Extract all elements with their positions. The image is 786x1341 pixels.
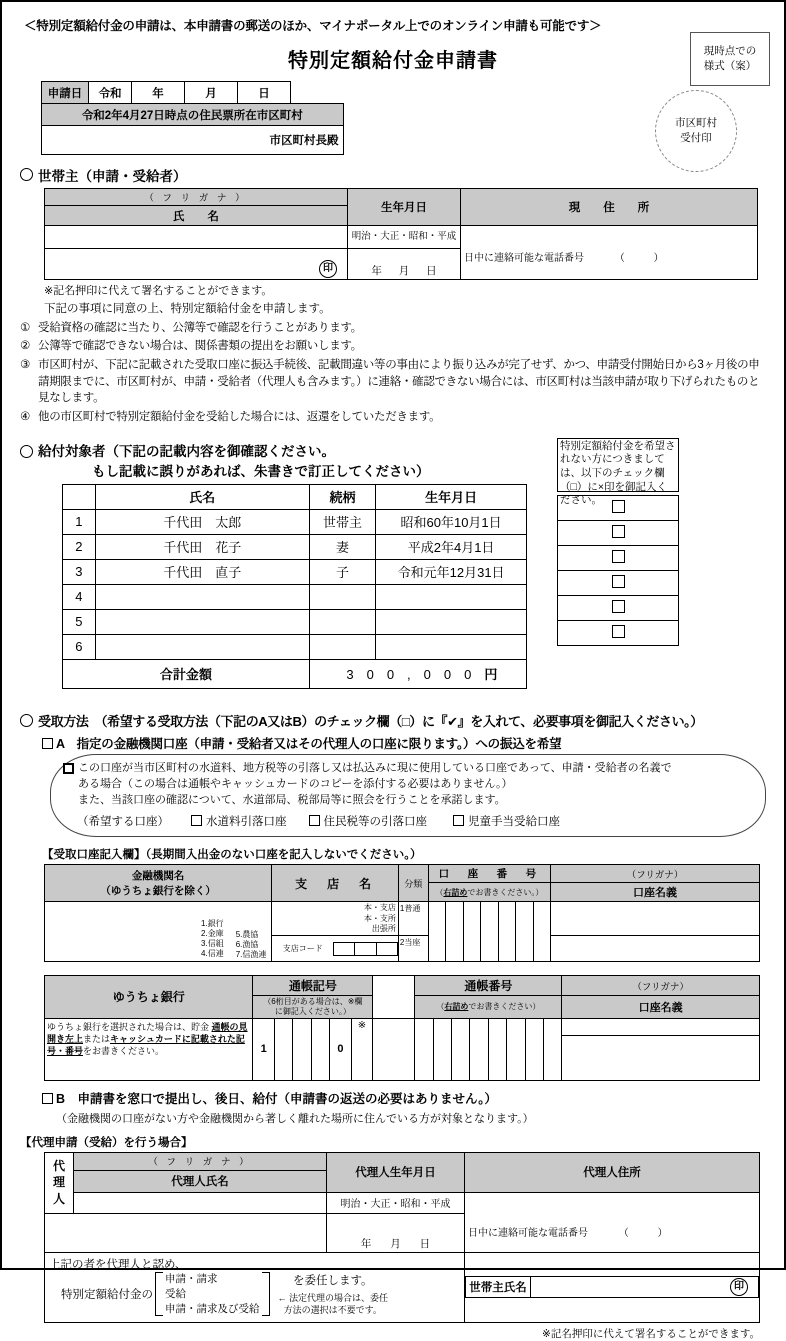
total-amount-label: 合計金額	[63, 659, 310, 688]
householder-name-label: 世帯主氏名	[466, 1277, 531, 1298]
institution-kind-6: 6.漁協	[235, 940, 259, 950]
mayor-addressee[interactable]: 市区町村長殿	[42, 126, 344, 155]
recipient-no: 1	[63, 509, 96, 534]
account-number-cell-3[interactable]	[463, 902, 480, 962]
total-unit: 円	[484, 667, 498, 683]
proxy-phone-paren-open: （	[618, 1227, 629, 1239]
recipient-name[interactable]	[95, 609, 309, 634]
stamp-line1: 市区町村	[675, 116, 717, 129]
yucho-symbol-header	[253, 976, 373, 996]
householder-birth-header: 生年月日	[348, 189, 461, 226]
branch-code-cell-1[interactable]	[334, 942, 355, 955]
form-title: 特別定額給付金申請書	[288, 50, 498, 72]
total-digit-1: 3	[346, 667, 367, 683]
yucho-symbol-cell-2[interactable]	[275, 1018, 293, 1080]
bank-holder-furigana-input[interactable]	[551, 902, 760, 936]
account-number-cell-7[interactable]	[533, 902, 550, 962]
seal-stamp-icon: 印	[319, 260, 337, 278]
proxy-furigana-input[interactable]	[74, 1192, 327, 1213]
bank-branch-header: 支 店 名	[272, 865, 399, 902]
month-field[interactable]: 月	[185, 82, 238, 104]
yucho-kome-cell[interactable]: ※	[351, 1018, 373, 1080]
decline-checkbox-1[interactable]	[612, 500, 625, 513]
yucho-number-emphasis: 右詰め	[444, 1002, 469, 1012]
yucho-symbol-header-l3: に御記入ください。）	[274, 1006, 351, 1016]
householder-signature-input[interactable]	[531, 1277, 759, 1298]
recipient-relation[interactable]	[309, 584, 375, 609]
proxy-phone-paren-close: ）	[657, 1227, 668, 1239]
recipient-no: 3	[63, 559, 96, 584]
era-label[interactable]: 令和	[89, 82, 132, 104]
phone-label: 日中に連絡可能な電話番号	[464, 253, 584, 264]
account-number-cell-4[interactable]	[481, 902, 498, 962]
a-inner-line2: ある場合（この場合は通帳やキャッシュカードのコピーを添付する必要はありません。）	[78, 777, 513, 790]
yucho-description	[45, 1018, 253, 1080]
proxy-name-header: 代理人氏名	[74, 1170, 327, 1192]
term-number: ①	[20, 321, 31, 334]
year-field[interactable]: 年	[132, 82, 185, 104]
consent-line: 下記の事項に同意の上、特別定額給付金を申請します。	[44, 303, 331, 315]
decline-checkbox-table	[557, 495, 679, 646]
term-number: ③	[20, 359, 31, 372]
application-date-table	[41, 81, 344, 155]
account-number-cell-1[interactable]	[428, 902, 445, 962]
term-text: 受給資格の確認に当たり、公簿等で確認を行うことがあります。	[38, 321, 362, 334]
yucho-desc-bold2: キャッシュカードに記載された記号・番号	[47, 1033, 245, 1056]
yucho-symbol-cell-3[interactable]	[293, 1018, 311, 1080]
wish-option-1-checkbox[interactable]	[191, 815, 202, 826]
draft-status-line1: 現時点での	[703, 44, 757, 57]
total-digit-2: 0	[366, 667, 387, 683]
recipient-birth[interactable]	[376, 609, 527, 634]
a-inner-line1: この口座が当市区町村の水道料、地方税等の引落し又は払込みに現に使用している口座であって、申請・受給者の名義で	[78, 761, 672, 774]
bank-block-label: 【受取口座記入欄】（長期間入出金のない口座を記入しないでください。）	[42, 849, 422, 862]
total-row	[63, 659, 527, 688]
draft-status-line2: 様式（案）	[703, 60, 757, 72]
householder-birth-input[interactable]	[348, 249, 461, 280]
householder-name-input[interactable]	[45, 249, 348, 280]
householder-section-title: 世帯主（申請・受給者）	[38, 169, 187, 184]
recipient-name[interactable]	[95, 584, 309, 609]
wish-option-2-label: 住民税等の引落口座	[323, 815, 427, 828]
stamp-line2: 受付印	[680, 132, 712, 144]
bank-institution-input[interactable]	[45, 902, 272, 962]
proxy-table	[44, 1152, 760, 1323]
householder-address-header: 現 住 所	[461, 189, 758, 226]
bank-number-header-l2	[428, 883, 550, 902]
decline-checkbox-cell[interactable]	[558, 570, 679, 595]
wish-option-1[interactable]	[191, 814, 287, 831]
recipient-birth[interactable]: 昭和60年10月1日	[376, 509, 527, 534]
branch-code-cell-2[interactable]	[355, 942, 376, 955]
institution-kind-2: 2.金庫	[201, 929, 224, 939]
option-a-detail-box	[50, 754, 766, 837]
decline-checkbox-2[interactable]	[612, 525, 625, 538]
phone-paren-open: （	[614, 253, 625, 264]
yucho-symbol-header-l2: （6桁目がある場合は、※欄	[263, 997, 363, 1007]
proxy-name-input[interactable]	[45, 1213, 327, 1252]
recipient-no: 6	[63, 634, 96, 659]
recipient-birth[interactable]: 令和元年12月31日	[376, 559, 527, 584]
recipient-birth[interactable]: 平成2年4月1日	[376, 534, 527, 559]
term-item	[20, 338, 770, 355]
proxy-entrust-label: を委任します。	[292, 1274, 373, 1287]
option-a-label: A 指定の金融機関口座（申請・受給者又はその代理人の口座に限ります。）への振込を希望	[56, 736, 562, 751]
proxy-householder-cell	[465, 1252, 760, 1322]
bank-account-table	[44, 864, 760, 962]
recipient-relation[interactable]	[309, 634, 375, 659]
total-amount-value	[309, 659, 526, 688]
term-number: ④	[20, 411, 31, 424]
term-item	[20, 409, 770, 426]
yucho-number-cell-6[interactable]	[507, 1018, 525, 1080]
yucho-gap-cell	[373, 976, 415, 1018]
proxy-choice-1[interactable]: 申請・請求	[165, 1272, 218, 1285]
bank-type-header: 分類	[398, 865, 428, 902]
recipient-col-name: 氏名	[95, 484, 309, 509]
yucho-number-cell-1[interactable]	[415, 1018, 433, 1080]
wish-account-label: （希望する口座）	[77, 815, 169, 828]
bank-institution-header-l1: 金融機関名	[131, 870, 185, 883]
decline-checkbox-cell[interactable]	[558, 545, 679, 570]
wish-option-1-label: 水道料引落口座	[206, 815, 287, 828]
proxy-address-input[interactable]	[465, 1192, 760, 1252]
water-tax-account-checkbox[interactable]	[63, 763, 74, 774]
wish-option-3[interactable]	[453, 814, 560, 831]
institution-kind-7: 7.信漁連	[235, 950, 267, 960]
draft-status-box	[690, 32, 770, 86]
proxy-agree-line2: 特別定額給付金の	[61, 1289, 153, 1302]
bank-holder-name-input[interactable]	[551, 936, 760, 962]
yucho-holder-furigana-input[interactable]	[562, 1018, 760, 1035]
yucho-number-cell-5[interactable]	[488, 1018, 506, 1080]
recipient-birth[interactable]	[376, 584, 527, 609]
yucho-symbol-cell-5[interactable]: 0	[330, 1018, 352, 1080]
branch-code-cell-3[interactable]	[376, 942, 397, 955]
yucho-desc-line1: ゆうちょ銀行を選択された場合は、貯金	[47, 1021, 210, 1032]
institution-kind-3: 3.信組	[201, 939, 224, 949]
yucho-desc-end: をお書きください。	[83, 1045, 165, 1056]
yucho-number-cell-4[interactable]	[470, 1018, 488, 1080]
option-a-checkbox[interactable]	[42, 738, 53, 749]
yucho-furigana-header: （フリガナ）	[562, 976, 760, 996]
branch-kind-3: 出張所	[371, 923, 396, 933]
bank-number-emphasis: 右詰め	[443, 887, 468, 897]
birth-day-label: 日	[426, 265, 437, 277]
municipality-residence-row: 令和2年4月27日時点の住民票所在市区町村	[42, 104, 344, 126]
branch-code-row	[272, 936, 399, 962]
proxy-era-options[interactable]: 明治・大正・昭和・平成	[327, 1192, 465, 1213]
yucho-number-cell-8[interactable]	[543, 1018, 561, 1080]
municipality-receipt-stamp-circle	[655, 90, 737, 172]
proxy-block-label: 【代理申請（受給）を行う場合】	[20, 1136, 193, 1149]
householder-furigana-input[interactable]	[45, 226, 348, 249]
branch-kind-2: 本・支所	[363, 913, 396, 923]
spacer-cell	[291, 82, 344, 104]
table-row	[63, 584, 527, 609]
term-text: 市区町村が、下記に記載された受取口座に振込手続後、記載間違い等の事由により振り込みが完了せず、かつ、申請受付開始日から3ヶ月後の申請期限までに、市区町村が、申請・受給者（代理人も含みます。）に連絡・確認できない場合には、市区町村は当該申請が取り下げられたものと見なします。	[38, 359, 760, 405]
yucho-number-cell-2[interactable]	[433, 1018, 451, 1080]
bank-branch-input[interactable]	[272, 902, 399, 936]
term-number: ②	[20, 340, 31, 353]
yucho-symbol-cell-4[interactable]	[311, 1018, 329, 1080]
recipients-table	[62, 484, 527, 689]
term-item	[20, 320, 770, 337]
decline-checkbox-4[interactable]	[612, 575, 625, 588]
total-digit-6: 0	[464, 667, 485, 683]
institution-kind-5: 5.農協	[235, 930, 259, 940]
proxy-delegation-cell	[45, 1252, 465, 1322]
yucho-table	[44, 975, 760, 1080]
institution-kind-1: 1.銀行	[201, 919, 224, 929]
wish-option-3-label: 児童手当受給口座	[468, 815, 560, 828]
account-number-cell-6[interactable]	[516, 902, 533, 962]
option-b-subnote: （金融機関の口座がない方や金融機関から著しく離れた場所に住んでいる方が対象となります。）	[56, 1112, 534, 1125]
proxy-choice-2[interactable]: 受給	[165, 1287, 186, 1300]
recipient-col-no	[63, 484, 96, 509]
proxy-birth-year: 年	[360, 1237, 372, 1250]
application-date-label: 申請日	[42, 82, 89, 104]
wish-option-2-checkbox[interactable]	[309, 815, 320, 826]
table-row	[63, 509, 527, 534]
householder-name-header: 氏 名	[45, 206, 348, 226]
proxy-birth-header: 代理人生年月日	[327, 1152, 465, 1192]
recipient-relation[interactable]: 妻	[309, 534, 375, 559]
receipt-method-title: 受取方法 （希望する受取方法（下記のA又はB）のチェック欄（□）に『✔』を入れて、必要事項を御記入ください。）	[38, 713, 703, 729]
birth-year-label: 年	[371, 265, 382, 277]
recipient-col-birth: 生年月日	[376, 484, 527, 509]
account-type-touza[interactable]: 2当座	[398, 936, 428, 962]
decline-checkbox-cell[interactable]	[558, 495, 679, 520]
recipient-relation[interactable]	[309, 609, 375, 634]
decline-checkbox-5[interactable]	[612, 600, 625, 613]
total-digit-4: 0	[423, 667, 444, 683]
recipient-name[interactable]	[95, 634, 309, 659]
bank-holder-header: 口座名義	[551, 883, 760, 902]
signature-substitute-note: ※記名押印に代えて署名することができます。	[44, 285, 273, 297]
proxy-furigana-header: （ フ リ ガ ナ ）	[74, 1152, 327, 1170]
yucho-holder-header: 口座名義	[562, 996, 760, 1018]
proxy-address-header: 代理人住所	[465, 1152, 760, 1192]
yucho-symbol-header-l1: 通帳記号	[288, 979, 337, 994]
proxy-birth-input[interactable]	[327, 1213, 465, 1252]
yucho-title: ゆうちょ銀行	[45, 976, 253, 1018]
table-row	[63, 609, 527, 634]
terms-block	[20, 301, 770, 426]
bank-institution-header	[45, 865, 272, 902]
circle-bullet-icon	[20, 445, 33, 458]
phone-paren-close: ）	[653, 253, 664, 264]
decline-checkbox-6[interactable]	[612, 625, 625, 638]
yucho-holder-name-input[interactable]	[562, 1035, 760, 1080]
term-text: 他の市区町村で特別定額給付金を受給した場合には、返還をしていただきます。	[38, 411, 441, 424]
bank-furigana-header: （フリガナ）	[551, 865, 760, 883]
yucho-number-header-l1: 通帳番号	[415, 976, 562, 996]
proxy-choice-3[interactable]: 申請・請求及び受給	[165, 1302, 260, 1315]
recipient-no: 2	[63, 534, 96, 559]
table-row	[63, 534, 527, 559]
bank-number-rest: でお書きください。）	[467, 887, 544, 897]
yucho-desc-bold1: 通帳の見開き左上	[47, 1021, 248, 1044]
bank-institution-header-l2: （ゆうちょ銀行を除く）	[100, 885, 216, 898]
option-a-row[interactable]	[42, 734, 770, 752]
proxy-footer-note: ※記名押印に代えて署名することができます。	[542, 1327, 760, 1340]
recipient-birth[interactable]	[376, 634, 527, 659]
proxy-legal-note-l1: ← 法定代理の場合は、委任	[277, 1292, 389, 1303]
yucho-number-cell-3[interactable]	[452, 1018, 470, 1080]
total-separator: ,	[407, 667, 424, 683]
householder-furigana-header: （ フ リ ガ ナ ）	[45, 189, 348, 206]
yucho-number-cell-7[interactable]	[525, 1018, 543, 1080]
proxy-birth-day: 日	[419, 1237, 431, 1250]
householder-address-input[interactable]	[461, 226, 758, 280]
householder-table	[44, 188, 758, 280]
a-inner-line3: また、当該口座の確認について、水道部局、税部局等に照会を行うことを承諾します。	[78, 793, 506, 806]
recipient-col-relation: 続柄	[309, 484, 375, 509]
wish-account-row	[63, 814, 755, 831]
recipient-relation[interactable]: 世帯主	[309, 509, 375, 534]
account-type-futsu[interactable]: 1普通	[398, 902, 428, 936]
seal-stamp-icon: 印	[730, 1278, 748, 1296]
yucho-desc-mid: または	[83, 1033, 111, 1044]
recipient-name[interactable]: 千代田 花子	[95, 534, 309, 559]
table-row	[63, 634, 527, 659]
proxy-birth-month: 月	[390, 1237, 401, 1250]
yucho-symbol-header-sub	[253, 996, 373, 1018]
account-number-cell-2[interactable]	[446, 902, 463, 962]
term-item	[20, 357, 770, 407]
decline-instruction-box: 特別定額給付金を希望されない方につきましては、以下のチェック欄（□）に×印を御記入ください。	[557, 438, 679, 492]
yucho-gap-body	[373, 1018, 415, 1080]
recipient-no: 4	[63, 584, 96, 609]
option-b-label: B 申請書を窓口で提出し、後日、給付（申請書の返送の必要はありません。）	[56, 1091, 498, 1106]
institution-kind-4: 4.信連	[201, 949, 224, 959]
receipt-method-heading	[20, 711, 770, 730]
recipient-relation[interactable]: 子	[309, 559, 375, 584]
birth-month-label: 月	[398, 265, 410, 277]
option-b-row[interactable]	[42, 1089, 770, 1107]
bank-number-header-l1: 口 座 番 号	[428, 865, 550, 883]
proxy-phone-label: 日中に連絡可能な電話番号	[468, 1227, 588, 1239]
online-application-notice: ＜特別定額給付金の申請は、本申請書の郵送のほか、マイナポータル上でのオンライン申請も可能です＞	[24, 19, 602, 33]
recipients-title-line2: もし記載に誤りがあれば、朱書きで訂正してください）	[92, 463, 430, 479]
recipient-name[interactable]: 千代田 直子	[95, 559, 309, 584]
bank-number-paren: （	[435, 887, 444, 897]
table-row	[63, 559, 527, 584]
householder-section-heading	[20, 165, 770, 185]
term-text: 公簿等で確認できない場合は、関係書類の提出をお願いします。	[38, 340, 362, 353]
decline-checkbox-cell[interactable]	[558, 520, 679, 545]
yucho-number-rest: でお書きください）	[468, 1002, 541, 1012]
yucho-number-header-l2	[415, 996, 562, 1018]
proxy-agree-line1: 上記の者を代理人と認め、	[49, 1258, 187, 1271]
circle-bullet-icon	[20, 168, 33, 181]
recipient-no: 5	[63, 609, 96, 634]
account-number-cell-5[interactable]	[498, 902, 515, 962]
day-field[interactable]: 日	[238, 82, 291, 104]
yucho-symbol-cell-1[interactable]: 1	[253, 1018, 275, 1080]
decline-checkbox-cell[interactable]	[558, 620, 679, 645]
householder-era-options[interactable]: 明治・大正・昭和・平成	[348, 226, 461, 249]
recipients-title-line1: 給付対象者（下記の記載内容を御確認ください。	[38, 443, 335, 459]
proxy-legal-note-l2: 方法の選択は不要です。	[283, 1305, 382, 1316]
proxy-side-label: 代 理 人	[45, 1152, 74, 1213]
wish-option-2[interactable]	[309, 814, 428, 831]
total-digit-5: 0	[443, 667, 465, 683]
option-b-checkbox[interactable]	[42, 1093, 53, 1104]
branch-kind-1: 本・支店	[363, 903, 396, 913]
branch-code-label: 支店コード	[282, 944, 323, 954]
recipient-name[interactable]: 千代田 太郎	[95, 509, 309, 534]
decline-checkbox-cell[interactable]	[558, 595, 679, 620]
decline-checkbox-3[interactable]	[612, 550, 625, 563]
circle-bullet-icon	[20, 714, 33, 727]
total-digit-3: 0	[386, 667, 408, 683]
wish-option-3-checkbox[interactable]	[453, 815, 464, 826]
yucho-number-paren: （	[436, 1002, 445, 1012]
